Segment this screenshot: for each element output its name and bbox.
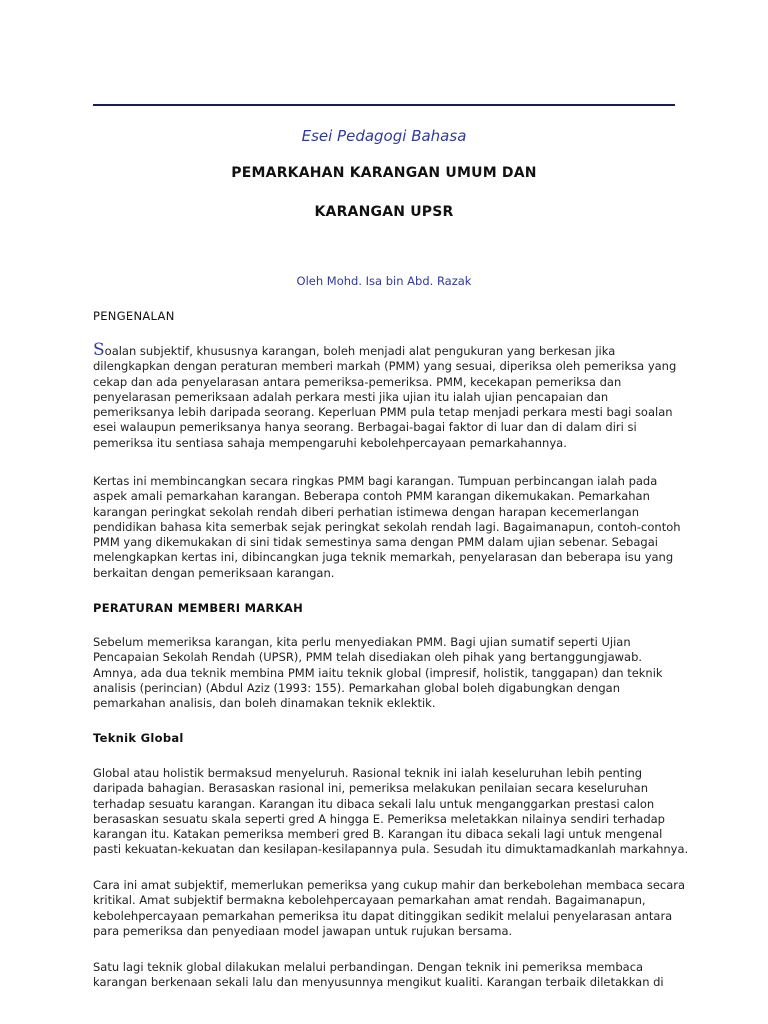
text-line: pendidikan bahasa kita semerbak sejak peringkat sekolah rendah lagi. Bagaimanapun, contoh-contoh: [93, 519, 681, 534]
text-line: kritikal. Amat subjektif bermakna kebolehpercayaan pemarkahan amat rendah. Bagaimanapun,: [93, 893, 646, 908]
text-line: Satu lagi teknik global dilakukan melalui perbandingan. Dengan teknik ini pemeriksa membaca: [93, 960, 644, 974]
text-line: pemeriksanya lebih daripada seorang. Keperluan PMM pula tetap menjadi perkara mesti bagi soalan: [93, 405, 673, 420]
paragraph-teknik-global-2: [93, 878, 686, 939]
section-heading-peraturan: PERATURAN MEMBERI MARKAH: [93, 601, 304, 615]
page-title-line-1: PEMARKAHAN KARANGAN UMUM DAN: [231, 165, 537, 181]
text-line: cekap dan ada penyelarasan antara pemeriksa-pemeriksa. PMM, kecekapan pemeriksa dan: [93, 374, 622, 389]
text-line: Cara ini amat subjektif, memerlukan pemeriksa yang cukup mahir dan berkebolehan membaca secara: [93, 878, 686, 892]
text-line: berasaskan sesuatu skala seperti gred A hingga E. Pemeriksa meletakkan nilainya sendiri terhadap: [93, 811, 665, 826]
text-line: karangan itu. Katakan pemeriksa memberi gred B. Karangan itu dibaca sekali lagi untuk mengenal: [93, 827, 663, 842]
text-line: Global atau holistik bermaksud menyeluruh. Rasional teknik ini ialah keseluruhan lebih penting: [93, 766, 643, 780]
text-line-content: oalan subjektif, khususnya karangan, boleh menjadi alat pengukuran yang berkesan jika: [104, 344, 616, 358]
text-line: Pencapaian Sekolah Rendah (UPSR), PMM telah disediakan oleh pihak yang bertanggungjawab.: [93, 650, 643, 665]
text-line: aspek amali pemarkahan karangan. Beberapa contoh PMM karangan dikemukakan. Pemarkahan: [93, 489, 650, 504]
text-line: karangan berkenaan sekali lalu dan menyusunnya mengikut kualiti. Karangan terbaik diletakkan di: [93, 975, 664, 990]
text-line: [93, 340, 683, 360]
top-divider: [93, 104, 675, 106]
text-line: karangan peringkat sekolah rendah diberi perhatian istimewa dengan harapan kecemerlangan: [93, 504, 639, 519]
text-line: para pemeriksa dan penyediaan model jawapan untuk rujukan bersama.: [93, 923, 513, 938]
paragraph-pengenalan-2: [93, 474, 683, 581]
text-line: Sebelum memeriksa karangan, kita perlu menyediakan PMM. Bagi ujian sumatif seperti Ujian: [93, 635, 631, 649]
text-line: Kertas ini membincangkan secara ringkas PMM bagi karangan. Tumpuan perbincangan ialah pada: [93, 474, 658, 488]
text-line: analisis (perincian) (Abdul Aziz (1993: 155). Pemarkahan global boleh digabungkan dengan: [93, 680, 620, 695]
text-line: melengkapkan kertas ini, dibincangkan juga teknik memarkah, penyelarasan dan beberapa isu yang: [93, 550, 674, 565]
section-heading-pengenalan: PENGENALAN: [93, 309, 175, 323]
text-line: terhadap sesuatu karangan. Karangan itu dibaca sekali lalu untuk menganggarkan prestasi calon: [93, 796, 655, 811]
text-line: esei walaupun pemeriksanya hanya seorang. Berbagai-bagai faktor di luar dan di dalam diri si: [93, 420, 637, 435]
text-line: pasti kekuatan-kekuatan dan kesilapan-kesilapannya pula. Sesudah itu dimuktamadkanlah markahnya.: [93, 842, 689, 857]
text-line: daripada bahagian. Berasaskan rasional ini, pemeriksa melakukan penilaian secara keseluruhan: [93, 781, 648, 796]
author-byline: Oleh Mohd. Isa bin Abd. Razak: [296, 274, 472, 288]
page-title-line-2: KARANGAN UPSR: [314, 204, 454, 220]
text-line: dilengkapkan dengan peraturan memberi markah (PMM) yang sesuai, diperiksa oleh pemeriksa yang: [93, 359, 677, 374]
text-line: penyelarasan pemeriksaan adalah perkara mesti jika ujian itu ialah ujian pencapaian dan: [93, 389, 609, 404]
text-line: pemarkahan analisis, dan boleh dinamakan teknik eklektik.: [93, 696, 436, 711]
series-title: Esei Pedagogi Bahasa: [301, 127, 467, 145]
drop-cap: S: [93, 340, 105, 360]
text-line: Amnya, ada dua teknik membina PMM iaitu teknik global (impresif, holistik, tanggapan) dan teknik: [93, 665, 663, 680]
paragraph-peraturan-1: [93, 635, 683, 711]
paragraph-pengenalan-1: [93, 340, 683, 451]
paragraph-teknik-global-1: [93, 766, 689, 858]
section-heading-teknik-global: Teknik Global: [93, 731, 184, 745]
text-line: pemeriksa itu sentiasa sahaja mempengaruhi kebolehpercayaan pemarkahannya.: [93, 435, 567, 450]
text-line: kebolehpercayaan pemarkahan pemeriksa itu dapat ditinggikan sedikit melalui penyelarasan antara: [93, 908, 673, 923]
paragraph-teknik-global-3: [93, 960, 683, 991]
text-line: PMM yang dikemukakan di sini tidak semestinya sama dengan PMM dalam ujian sebenar. Sebagai: [93, 535, 658, 550]
text-line: berkaitan dengan pemeriksaan karangan.: [93, 565, 335, 580]
